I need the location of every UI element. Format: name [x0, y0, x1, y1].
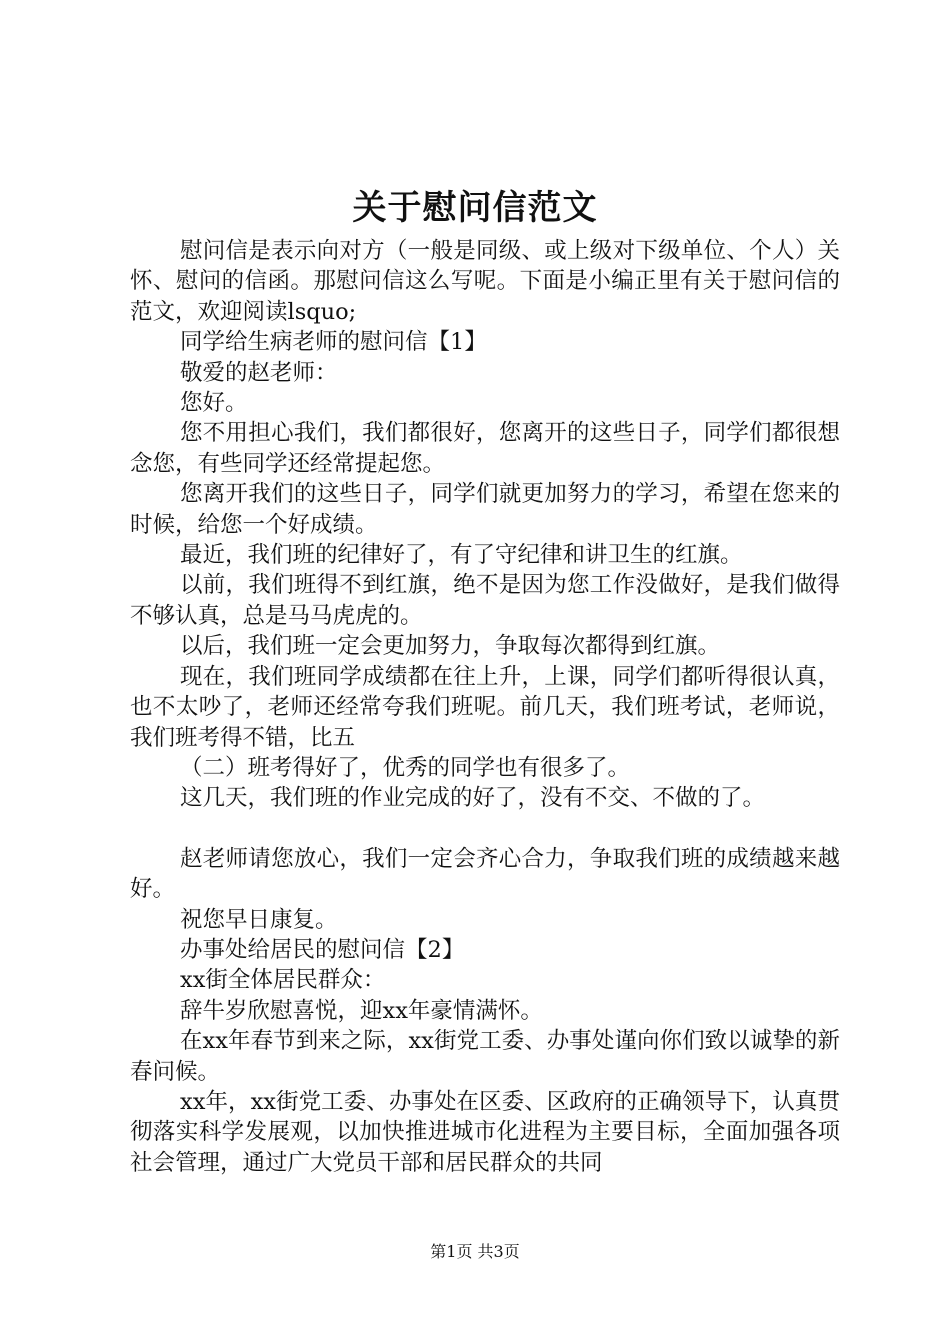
paragraph: xx年，xx街党工委、办事处在区委、区政府的正确领导下，认真贯彻落实科学发展观，以加快推进城市化进程为主要目标，全面加强各项社会管理，通过广大党员干部和居民群众的共同	[130, 1088, 840, 1176]
paragraph: 这几天，我们班的作业完成的好了，没有不交、不做的了。	[180, 785, 766, 812]
paragraph: 以前，我们班得不到红旗，绝不是因为您工作没做好，是我们做得不够认真，总是马马虎虎的。	[130, 572, 840, 629]
document-body	[130, 236, 840, 1178]
letter-closing: 祝您早日康复。	[180, 906, 338, 933]
section-heading-1: 同学给生病老师的慰问信【1】	[180, 329, 487, 356]
paragraph: 赵老师请您放心，我们一定会齐心合力，争取我们班的成绩越来越好。	[130, 845, 840, 903]
paragraph: 在xx年春节到来之际，xx街党工委、办事处谨向你们致以诚挚的新春问候。	[130, 1028, 840, 1085]
paragraph: 最近，我们班的纪律好了，有了守纪律和讲卫生的红旗。	[180, 542, 743, 569]
paragraph: 以后，我们班一定会更加努力，争取每次都得到红旗。	[180, 633, 721, 660]
letter-salutation: xx街全体居民群众：	[180, 967, 386, 994]
paragraph-intro: 慰问信是表示向对方（一般是同级、或上级对下级单位、个人）关怀、慰问的信函。那慰问信这么写呢。下面是小编正里有关于慰问信的范文，欢迎阅读lsquo;	[130, 238, 840, 325]
letter-salutation: 敬爱的赵老师：	[180, 359, 338, 386]
section-heading-2: 办事处给居民的慰问信【2】	[180, 936, 465, 963]
paragraph: 您不用担心我们，我们都很好，您离开的这些日子，同学们都很想念您，有些同学还经常提起您。	[130, 420, 840, 477]
page-number-footer: 第1页 共3页	[430, 1242, 520, 1261]
paragraph: （二）班考得好了，优秀的同学也有很多了。	[180, 754, 631, 781]
paragraph: 现在，我们班同学成绩都在往上升，上课，同学们都听得很认真，也不太吵了，老师还经常夸我们班呢。前几天，我们班考试，老师说，我们班考得不错，比五	[130, 663, 840, 751]
paragraph: 辞牛岁欣慰喜悦，迎xx年豪情满怀。	[180, 997, 543, 1024]
letter-greeting: 您好。	[180, 390, 248, 417]
paragraph: 您离开我们的这些日子，同学们就更加努力的学习，希望在您来的时候，给您一个好成绩。	[130, 481, 840, 538]
document-title: 关于慰问信范文	[352, 188, 598, 228]
